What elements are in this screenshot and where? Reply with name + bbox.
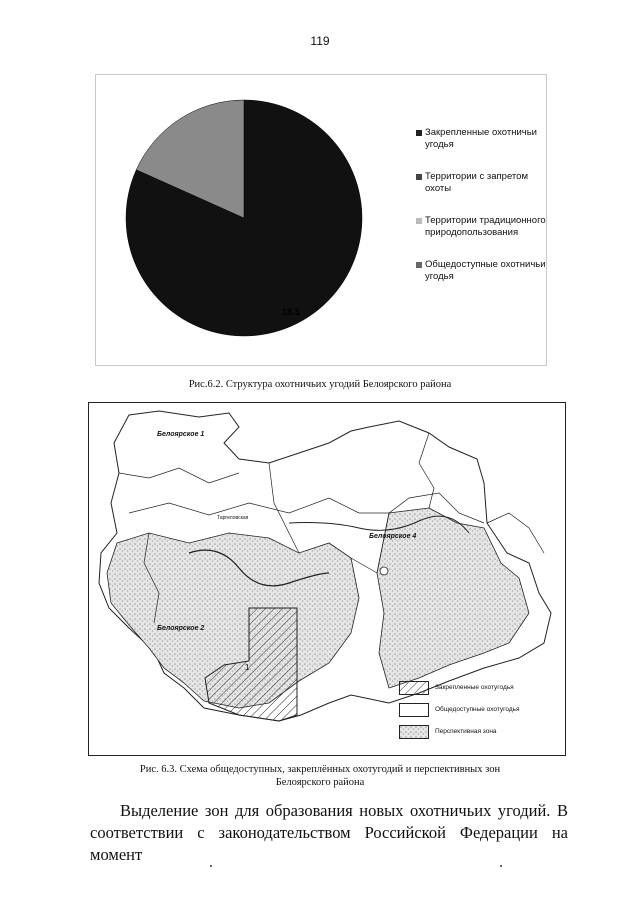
scan-speck: [500, 865, 502, 867]
legend-label: Территории с запретом охоты: [425, 171, 528, 194]
map-drawing: [89, 403, 565, 755]
figure-caption: Рис.6.2. Структура охотничьих угодий Белоярского района: [188, 379, 452, 390]
scan-speck: [210, 865, 212, 867]
legend-item: [416, 259, 551, 283]
figure-caption: [0, 763, 640, 789]
caption-line: Рис. 6.3. Схема общедоступных, закреплённых охотугодий и перспективных зон: [139, 764, 501, 775]
paragraph-line: Выделение зон для образования новых охотничьих угодий. В: [120, 801, 568, 820]
caption-line: Белоярского района: [275, 777, 365, 788]
pie-chart-figure: [95, 74, 547, 366]
lake: [380, 567, 388, 575]
legend-label: Территории традиционного природопользования: [425, 215, 546, 238]
legend-label: Общедоступные охотничьи угодья: [425, 259, 546, 282]
chart-legend: [416, 127, 551, 303]
legend-swatch: [416, 174, 422, 180]
zone-label: Белоярское 2: [157, 625, 205, 632]
blank-swatch: [399, 703, 429, 717]
legend-item: [416, 171, 551, 195]
zone-label: Белоярское 1: [157, 431, 205, 438]
map-legend-label: Закрепленные охотугодья: [435, 684, 514, 691]
body-paragraph: [90, 800, 568, 866]
zone-label: Белоярское 4: [369, 533, 417, 540]
legend-item: [416, 127, 551, 151]
pie-data-label: 18.3: [282, 307, 300, 317]
area-number: 1: [245, 663, 250, 672]
page-number: 119: [310, 34, 330, 48]
map-legend-label: Перспективная зона: [435, 728, 497, 735]
legend-swatch: [416, 218, 422, 224]
district-map: [88, 402, 566, 756]
hatch-swatch: [399, 681, 429, 695]
legend-swatch: [416, 130, 422, 136]
paragraph-line: соответствии с законодательством Российской Федерации на момент: [90, 823, 568, 864]
legend-item: [416, 215, 551, 239]
legend-swatch: [416, 262, 422, 268]
stipple-swatch: [399, 725, 429, 739]
settlement-label: Таргеловская: [217, 515, 249, 521]
stipple-swatch-icon: [400, 726, 428, 738]
hatch-swatch-icon: [400, 682, 428, 694]
map-legend-label: Общедоступные охотугодья: [435, 706, 520, 713]
legend-label: Закрепленные охотничьи угодья: [425, 127, 537, 150]
